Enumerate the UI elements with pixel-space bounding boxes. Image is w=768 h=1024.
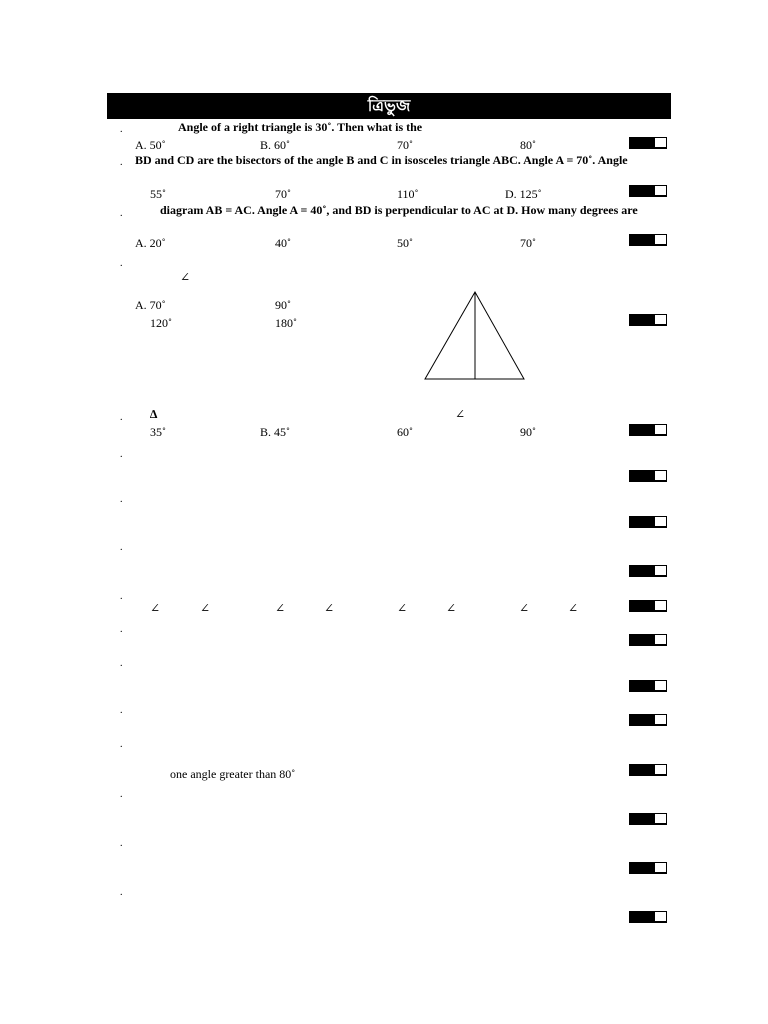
angle-symbol: ∠ bbox=[397, 601, 408, 615]
q1-option-d: 80˚ bbox=[520, 138, 536, 152]
q4-option-c: 120˚ bbox=[150, 316, 172, 330]
answer-box-1[interactable] bbox=[629, 137, 667, 149]
question-3-stem: diagram AB = AC. Angle A = 40˚, and BD is perpendicular to AC at D. How many degrees are bbox=[160, 203, 638, 217]
answer-box-5[interactable] bbox=[629, 424, 667, 436]
angle-symbol: ∠ bbox=[180, 270, 191, 284]
q5-option-c: 60˚ bbox=[397, 425, 413, 439]
q3-option-d: 70˚ bbox=[520, 236, 536, 250]
section-header: ত্রিভুজ bbox=[107, 93, 671, 119]
angle-symbol: ∠ bbox=[519, 601, 530, 615]
question-number-3: . bbox=[120, 208, 123, 219]
answer-box-15[interactable] bbox=[629, 862, 667, 874]
answer-box-6[interactable] bbox=[629, 470, 667, 482]
question-2-stem: BD and CD are the bisectors of the angle B and C in isosceles triangle ABC. Angle A = 70˚. Angle bbox=[135, 153, 628, 167]
q3-option-c: 50˚ bbox=[397, 236, 413, 250]
answer-box-13[interactable] bbox=[629, 764, 667, 776]
answer-box-12[interactable] bbox=[629, 714, 667, 726]
q5-option-b: B. 45˚ bbox=[260, 425, 290, 439]
q2-option-d: D. 125˚ bbox=[505, 187, 542, 201]
answer-box-7[interactable] bbox=[629, 516, 667, 528]
answer-box-9[interactable] bbox=[629, 600, 667, 612]
answer-box-4[interactable] bbox=[629, 314, 667, 326]
angle-symbol: ∠ bbox=[446, 601, 457, 615]
q1-option-c: 70˚ bbox=[397, 138, 413, 152]
q5-option-a: 35˚ bbox=[150, 425, 166, 439]
q5-option-d: 90˚ bbox=[520, 425, 536, 439]
question-number-5: . bbox=[120, 412, 123, 423]
answer-box-3[interactable] bbox=[629, 234, 667, 246]
question-number-10: . bbox=[120, 624, 123, 635]
question-number-13: . bbox=[120, 739, 123, 750]
q2-option-c: 110˚ bbox=[397, 187, 419, 201]
question-number-12: . bbox=[120, 705, 123, 716]
question-number-4: . bbox=[120, 258, 123, 269]
answer-box-11[interactable] bbox=[629, 680, 667, 692]
question-number-16: . bbox=[120, 887, 123, 898]
angle-symbol: ∠ bbox=[455, 407, 466, 421]
question-number-9: . bbox=[120, 591, 123, 602]
triangle-diagram bbox=[420, 286, 530, 386]
question-number-14: . bbox=[120, 789, 123, 800]
question-number-15: . bbox=[120, 838, 123, 849]
question-number-1: . bbox=[120, 124, 123, 135]
question-number-8: . bbox=[120, 542, 123, 553]
q3-option-b: 40˚ bbox=[275, 236, 291, 250]
q3-option-a: A. 20˚ bbox=[135, 236, 166, 250]
q4-option-d: 180˚ bbox=[275, 316, 297, 330]
angle-symbol: ∠ bbox=[200, 601, 211, 615]
q13-statement: one angle greater than 80˚ bbox=[170, 767, 296, 781]
q2-option-b: 70˚ bbox=[275, 187, 291, 201]
q2-option-a: 55˚ bbox=[150, 187, 166, 201]
question-number-7: . bbox=[120, 494, 123, 505]
angle-symbol: ∠ bbox=[275, 601, 286, 615]
q1-option-a: A. 50˚ bbox=[135, 138, 166, 152]
angle-symbol: ∠ bbox=[568, 601, 579, 615]
q1-option-b: B. 60˚ bbox=[260, 138, 290, 152]
answer-box-2[interactable] bbox=[629, 185, 667, 197]
q4-option-b: 90˚ bbox=[275, 298, 291, 312]
answer-box-8[interactable] bbox=[629, 565, 667, 577]
angle-symbol: ∠ bbox=[150, 601, 161, 615]
answer-box-16[interactable] bbox=[629, 911, 667, 923]
question-number-6: . bbox=[120, 449, 123, 460]
answer-box-10[interactable] bbox=[629, 634, 667, 646]
question-number-2: . bbox=[120, 157, 123, 168]
question-1-stem: Angle of a right triangle is 30˚. Then what is the bbox=[178, 120, 423, 134]
angle-symbol: ∠ bbox=[324, 601, 335, 615]
question-number-11: . bbox=[120, 658, 123, 669]
delta-symbol: ∆ bbox=[150, 407, 158, 421]
q4-option-a: A. 70˚ bbox=[135, 298, 166, 312]
answer-box-14[interactable] bbox=[629, 813, 667, 825]
